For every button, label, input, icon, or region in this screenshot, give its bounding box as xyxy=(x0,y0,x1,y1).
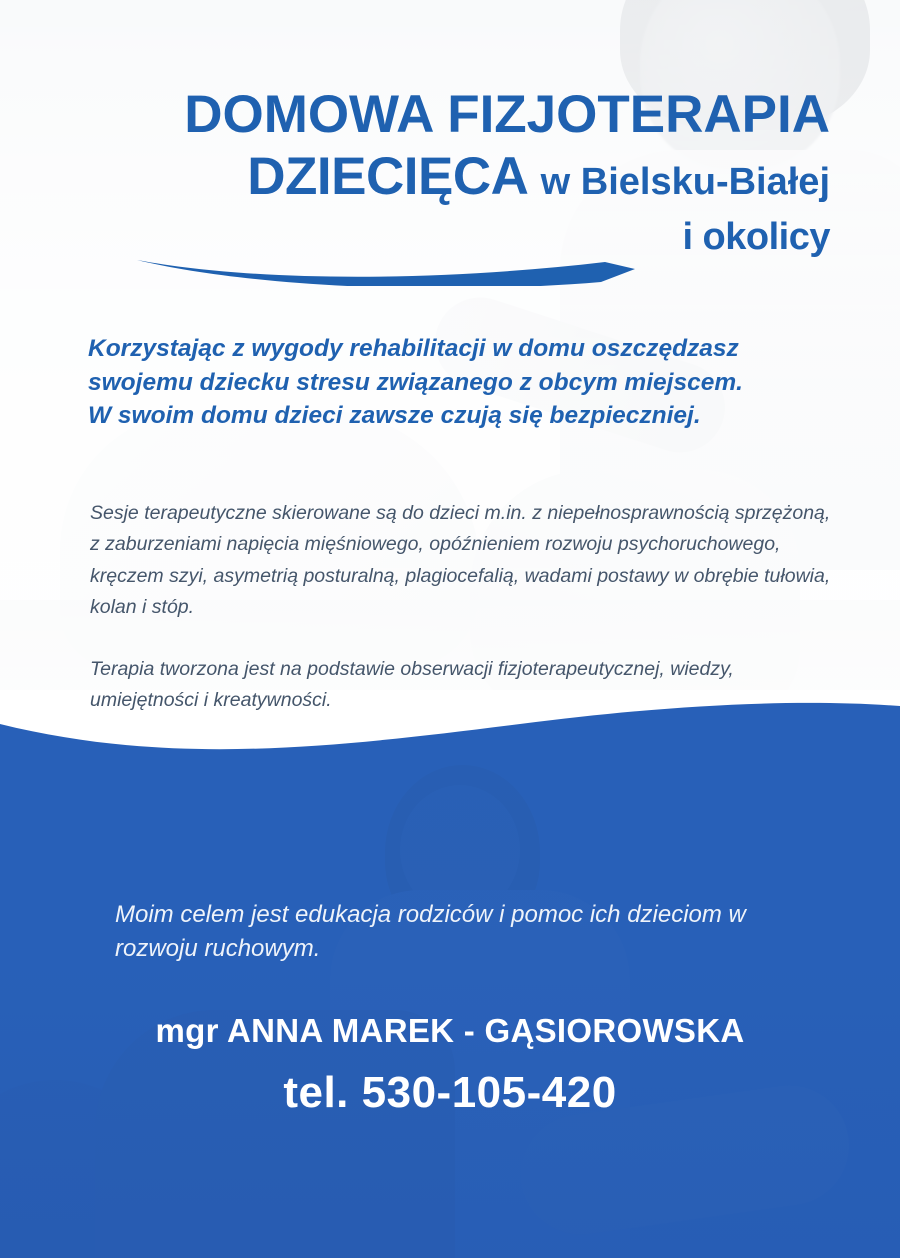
contact-name: mgr ANNA MAREK - GĄSIOROWSKA xyxy=(155,1012,745,1049)
headline-line-3: i okolicy xyxy=(682,216,830,259)
body-paragraph-1: Sesje terapeutyczne skierowane są do dzieci m.in. z niepełnosprawnością sprzężoną, z zaburzeniami napięcia mięśniowego, opóźnieniem rozwoju psychoruchowego, kręczem szyi, asymetrią posturalną, plagiocefalią, wadami postawy w obrębie tułowia, kolan i stóp. xyxy=(90,501,831,619)
headline-location: w Bielsku-Białej xyxy=(540,161,830,204)
mission-quote: Moim celem jest edukacja rodziców i pomoc ich dzieciom w rozwoju ruchowym. xyxy=(115,901,746,963)
page-title xyxy=(0,85,830,259)
body-paragraph-2: Terapia tworzona jest na podstawie obserwacji fizjoterapeutycznej, wiedzy, umiejętności i kreatywności. xyxy=(90,657,734,712)
lead-paragraph xyxy=(88,332,828,433)
lead-line-1: Korzystając z wygody rehabilitacji w domu oszczędzasz xyxy=(88,335,739,362)
arrow-swoosh-icon xyxy=(135,252,635,286)
lead-line-3: W swoim domu dzieci zawsze czują się bezpieczniej. xyxy=(88,402,701,430)
headline-emphasis: DZIECIĘCA xyxy=(247,147,527,207)
headline-line-1: DOMOWA FIZJOTERAPIA xyxy=(184,85,830,144)
lead-line-2: swojemu dziecku stresu związanego z obcym miejscem. xyxy=(88,368,743,396)
contact-phone[interactable]: tel. 530-105-420 xyxy=(283,1068,617,1117)
headline-line-2 xyxy=(0,147,830,207)
